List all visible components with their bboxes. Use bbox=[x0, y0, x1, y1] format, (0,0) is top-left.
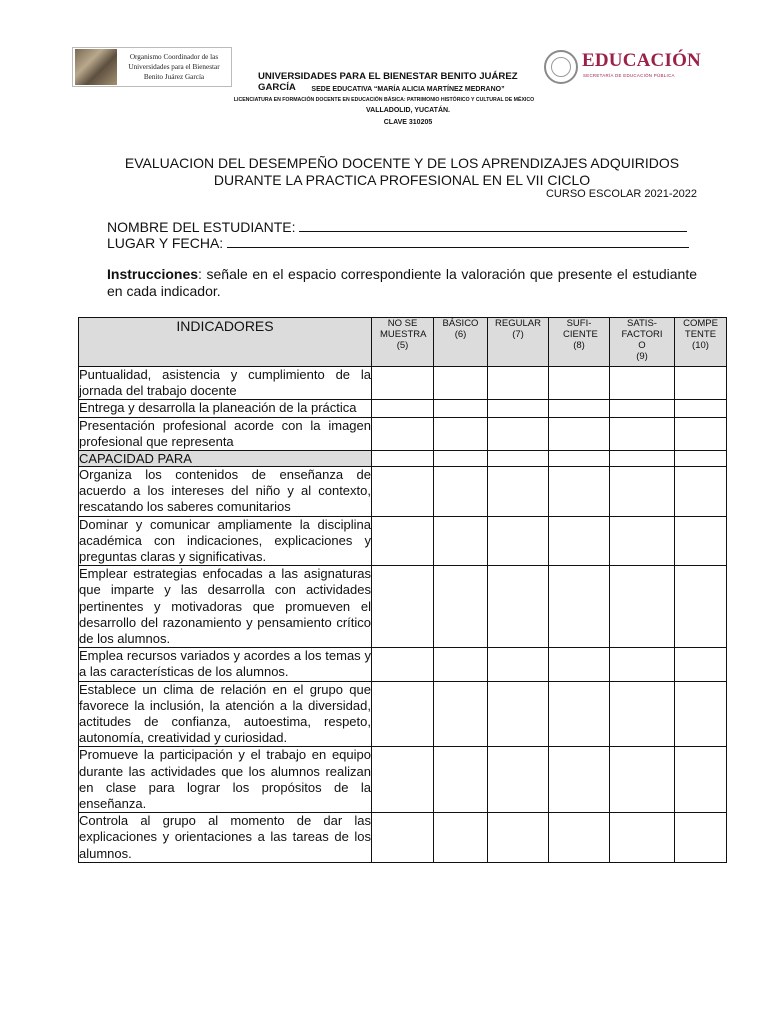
rating-cell[interactable] bbox=[549, 747, 610, 813]
rating-cell[interactable] bbox=[549, 516, 610, 566]
rating-cell[interactable] bbox=[372, 516, 434, 566]
rating-cell[interactable] bbox=[549, 367, 610, 400]
rating-cell[interactable] bbox=[372, 747, 434, 813]
table-row bbox=[79, 681, 727, 747]
scale-header-suficiente: SUFI-CIENTE (8) bbox=[549, 318, 610, 367]
table-row bbox=[79, 566, 727, 648]
rating-cell[interactable] bbox=[549, 813, 610, 863]
section-cell bbox=[675, 451, 727, 467]
rating-cell[interactable] bbox=[434, 367, 488, 400]
table-row bbox=[79, 747, 727, 813]
rating-cell[interactable] bbox=[675, 681, 727, 747]
rating-cell[interactable] bbox=[610, 417, 675, 450]
rating-cell[interactable] bbox=[488, 566, 549, 648]
indicator-text: Emplear estrategias enfocadas a las asignaturas que imparte y las desarrolla con actividades pertinentes y motivadoras que promueven el desarrollo del razonamiento y pensamiento crítico de los alumnos. bbox=[79, 566, 371, 647]
scale-header-satisfactorio: SATIS-FACTORI O (9) bbox=[610, 318, 675, 367]
org-line-1: Organismo Coordinador de las bbox=[129, 53, 219, 61]
rating-cell[interactable] bbox=[434, 516, 488, 566]
rating-cell[interactable] bbox=[675, 747, 727, 813]
scale-header-no-se-muestra: NO SE MUESTRA (5) bbox=[372, 318, 434, 367]
rating-cell[interactable] bbox=[675, 813, 727, 863]
section-row bbox=[79, 451, 727, 467]
section-cell bbox=[488, 451, 549, 467]
table-row bbox=[79, 400, 727, 417]
section-cell bbox=[434, 451, 488, 467]
rating-cell[interactable] bbox=[434, 417, 488, 450]
rating-cell[interactable] bbox=[488, 400, 549, 417]
indicator-text: Entrega y desarrolla la planeación de la práctica bbox=[79, 400, 372, 417]
rating-cell[interactable] bbox=[372, 400, 434, 417]
rating-cell[interactable] bbox=[549, 681, 610, 747]
indicator-text: Puntualidad, asistencia y cumplimiento de la jornada del trabajo docente bbox=[79, 367, 371, 399]
organization-logo-box bbox=[72, 47, 232, 87]
rating-cell[interactable] bbox=[488, 681, 549, 747]
student-name-field bbox=[107, 219, 687, 235]
section-cell bbox=[610, 451, 675, 467]
rating-cell[interactable] bbox=[488, 367, 549, 400]
rating-cell[interactable] bbox=[372, 417, 434, 450]
city: VALLADOLID, YUCATÁN. bbox=[366, 107, 450, 114]
rating-cell[interactable] bbox=[610, 400, 675, 417]
rating-cell[interactable] bbox=[372, 681, 434, 747]
rating-cell[interactable] bbox=[610, 367, 675, 400]
rating-cell[interactable] bbox=[488, 417, 549, 450]
school-year: CURSO ESCOLAR 2021-2022 bbox=[545, 188, 697, 200]
rating-cell[interactable] bbox=[488, 747, 549, 813]
rating-cell[interactable] bbox=[675, 648, 727, 681]
rating-cell[interactable] bbox=[372, 566, 434, 648]
instructions bbox=[107, 266, 697, 300]
rating-cell[interactable] bbox=[610, 467, 675, 517]
licenciatura-name: LICENCIATURA EN FORMACIÓN DOCENTE EN EDUCACIÓN BÁSICA: PATRIMONIO HISTÓRICO Y CULTURAL DE MÉXICO bbox=[233, 97, 535, 103]
national-seal-icon bbox=[544, 50, 578, 84]
rating-cell[interactable] bbox=[434, 566, 488, 648]
organization-name bbox=[117, 52, 231, 82]
table-row bbox=[79, 648, 727, 681]
sede-name: SEDE EDUCATIVA “MARÍA ALICIA MARTÍNEZ MEDRANO” bbox=[311, 86, 505, 93]
document-title-line-1: EVALUACION DEL DESEMPEÑO DOCENTE Y DE LOS APRENDIZAJES ADQUIRIDOS bbox=[124, 155, 680, 171]
rating-cell[interactable] bbox=[488, 467, 549, 517]
rating-cell[interactable] bbox=[549, 648, 610, 681]
rating-cell[interactable] bbox=[372, 367, 434, 400]
indicator-text: Controla al grupo al momento de dar las explicaciones y orientaciones a las tareas de los alumnos. bbox=[79, 813, 371, 861]
indicator-text: Establece un clima de relación en el grupo que favorece la inclusión, la atención a la diversidad, actitudes de confianza, autoestima, respeto, autonomía, creatividad y curiosidad. bbox=[79, 681, 371, 746]
indicator-text: Dominar y comunicar ampliamente la disciplina académica con indicaciones, explicaciones y preguntas claras y significativas. bbox=[79, 516, 371, 565]
table-row bbox=[79, 467, 727, 517]
place-date-label: LUGAR Y FECHA: bbox=[107, 235, 224, 251]
org-line-2: Universidades para el Bienestar bbox=[128, 63, 220, 71]
rating-cell[interactable] bbox=[372, 467, 434, 517]
org-line-3: Benito Juárez García bbox=[143, 73, 205, 81]
table-row bbox=[79, 516, 727, 566]
scale-header-basico: BÁSICO (6) bbox=[434, 318, 488, 367]
clave: CLAVE 310205 bbox=[383, 119, 433, 126]
rating-cell[interactable] bbox=[675, 367, 727, 400]
indicators-header: INDICADORES bbox=[79, 318, 372, 367]
rating-cell[interactable] bbox=[675, 516, 727, 566]
rating-cell[interactable] bbox=[488, 813, 549, 863]
rating-cell[interactable] bbox=[549, 467, 610, 517]
document-title-line-2: DURANTE LA PRACTICA PROFESIONAL EN EL VII CICLO bbox=[213, 172, 591, 188]
rating-cell[interactable] bbox=[488, 516, 549, 566]
scale-header-competente: COMPE TENTE (10) bbox=[675, 318, 727, 367]
table-row bbox=[79, 813, 727, 863]
indicator-text: Presentación profesional acorde con la imagen profesional que representa bbox=[79, 417, 371, 449]
rating-cell[interactable] bbox=[610, 681, 675, 747]
section-cell bbox=[549, 451, 610, 467]
instructions-text: : señale en el espacio correspondiente la valoración que presente el estudiante en cada indicador. bbox=[107, 266, 697, 299]
sep-subtitle: SECRETARÍA DE EDUCACIÓN PÚBLICA bbox=[583, 73, 675, 78]
rating-cell[interactable] bbox=[434, 400, 488, 417]
rating-cell[interactable] bbox=[372, 813, 434, 863]
rating-cell[interactable] bbox=[549, 566, 610, 648]
rating-cell[interactable] bbox=[610, 747, 675, 813]
indicator-text: Promueve la participación y el trabajo en equipo durante las actividades que los alumnos realizan en clase para lograr los propósitos de la enseñanza. bbox=[79, 747, 371, 812]
organization-emblem-icon bbox=[75, 49, 117, 85]
rating-cell[interactable] bbox=[434, 681, 488, 747]
indicator-text: Emplea recursos variados y acordes a los temas y a las características de los alumnos. bbox=[79, 648, 371, 680]
section-label: CAPACIDAD PARA bbox=[79, 451, 372, 467]
section-cell bbox=[372, 451, 434, 467]
student-name-label: NOMBRE DEL ESTUDIANTE: bbox=[107, 219, 296, 235]
rating-cell[interactable] bbox=[610, 566, 675, 648]
place-date-field bbox=[107, 235, 689, 251]
place-date-line[interactable] bbox=[227, 235, 689, 248]
university-name: UNIVERSIDADES PARA EL BIENESTAR BENITO JUÁREZ GARCÍA bbox=[258, 71, 518, 93]
rating-cell[interactable] bbox=[675, 417, 727, 450]
rating-cell[interactable] bbox=[488, 648, 549, 681]
rating-cell[interactable] bbox=[549, 400, 610, 417]
rating-cell[interactable] bbox=[610, 813, 675, 863]
rating-cell[interactable] bbox=[434, 648, 488, 681]
rating-cell[interactable] bbox=[675, 467, 727, 517]
instructions-label: Instrucciones bbox=[107, 266, 199, 282]
sep-title: EDUCACIÓN bbox=[582, 50, 701, 71]
student-name-line[interactable] bbox=[299, 219, 687, 232]
evaluation-table bbox=[78, 317, 727, 863]
rating-cell[interactable] bbox=[434, 747, 488, 813]
scale-header-regular: REGULAR (7) bbox=[488, 318, 549, 367]
table-row bbox=[79, 417, 727, 450]
rating-cell[interactable] bbox=[610, 516, 675, 566]
rating-cell[interactable] bbox=[434, 813, 488, 863]
rating-cell[interactable] bbox=[675, 566, 727, 648]
rating-cell[interactable] bbox=[434, 467, 488, 517]
indicator-text: Organiza los contenidos de enseñanza de acuerdo a los intereses del niño y al contexto, rescatando los saberes comunitarios bbox=[79, 467, 371, 515]
table-header-row bbox=[79, 318, 727, 367]
rating-cell[interactable] bbox=[372, 648, 434, 681]
rating-cell[interactable] bbox=[549, 417, 610, 450]
table-row bbox=[79, 367, 727, 400]
rating-cell[interactable] bbox=[675, 400, 727, 417]
rating-cell[interactable] bbox=[610, 648, 675, 681]
